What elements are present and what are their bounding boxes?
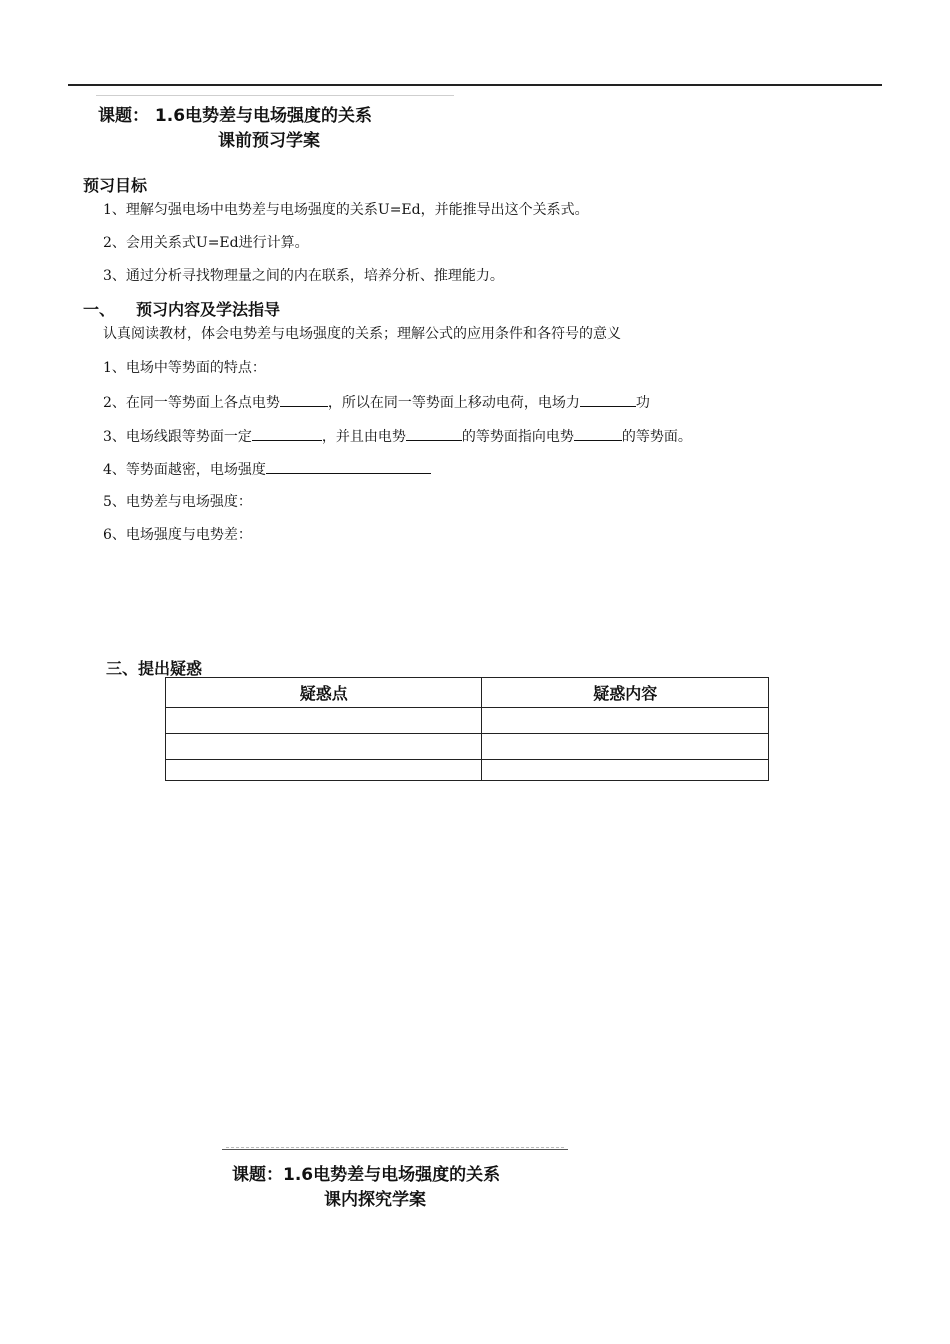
objectives-heading: 预习目标 — [83, 176, 148, 195]
question-6: 6、电场强度与电势差： — [103, 527, 252, 543]
fill-blank[interactable] — [266, 458, 431, 474]
question-2-part-c: 功 — [635, 395, 650, 411]
table-row — [166, 708, 769, 734]
question-4-text: 4、等势面越密，电场强度 — [103, 462, 266, 478]
question-2-part-a: 2、在同一等势面上各点电势 — [103, 395, 280, 411]
fill-blank[interactable] — [280, 391, 328, 407]
table-cell[interactable] — [166, 760, 482, 781]
footer-dashed-rule — [226, 1143, 564, 1148]
question-3 — [103, 425, 692, 446]
objective-item: 3、通过分析寻找物理量之间的内在联系，培养分析、推理能力。 — [103, 268, 504, 284]
table-header-cell: 疑惑点 — [166, 678, 482, 708]
table-row — [166, 734, 769, 760]
footer-rule — [222, 1149, 568, 1150]
question-2 — [103, 391, 650, 412]
section-one-intro: 认真阅读教材，体会电势差与电场强度的关系；理解公式的应用条件和各符号的意义 — [103, 326, 621, 342]
table-header-cell: 疑惑内容 — [482, 678, 769, 708]
table-row — [166, 760, 769, 781]
table-cell[interactable] — [166, 708, 482, 734]
doubts-table — [165, 677, 769, 781]
fill-blank[interactable] — [580, 391, 636, 407]
section-three-heading: 三、提出疑惑 — [106, 659, 203, 678]
fill-blank[interactable] — [574, 425, 622, 441]
table-cell[interactable] — [482, 734, 769, 760]
fill-blank[interactable] — [252, 425, 322, 441]
section-one-number: 一、 — [83, 300, 116, 319]
question-3-part-b: ，并且由电势 — [321, 429, 406, 445]
table-header-row — [166, 678, 769, 708]
table-cell[interactable] — [482, 708, 769, 734]
question-3-part-c: 的等势面指向电势 — [461, 429, 574, 445]
top-rule — [68, 84, 882, 86]
objective-item: 2、会用关系式U=Ed进行计算。 — [103, 235, 309, 251]
question-3-part-a: 3、电场线跟等势面一定 — [103, 429, 252, 445]
question-5: 5、电势差与电场强度： — [103, 494, 252, 510]
table-cell[interactable] — [482, 760, 769, 781]
table-cell[interactable] — [166, 734, 482, 760]
question-2-part-b: ，所以在同一等势面上移动电荷，电场力 — [327, 395, 580, 411]
fill-blank[interactable] — [406, 425, 462, 441]
section-one-heading: 预习内容及学法指导 — [136, 300, 281, 319]
footer-subtitle: 课内探究学案 — [324, 1190, 426, 1210]
page-title: 课题： 1.6电势差与电场强度的关系 — [98, 106, 373, 126]
question-4 — [103, 458, 431, 479]
question-1: 1、电场中等势面的特点： — [103, 360, 266, 376]
page-subtitle: 课前预习学案 — [218, 131, 320, 151]
objective-item: 1、理解匀强电场中电势差与电场强度的关系U=Ed，并能推导出这个关系式。 — [103, 202, 589, 218]
question-3-part-d: 的等势面。 — [621, 429, 692, 445]
footer-title: 课题：1.6电势差与电场强度的关系 — [232, 1165, 501, 1185]
header-thin-rule — [96, 95, 454, 96]
